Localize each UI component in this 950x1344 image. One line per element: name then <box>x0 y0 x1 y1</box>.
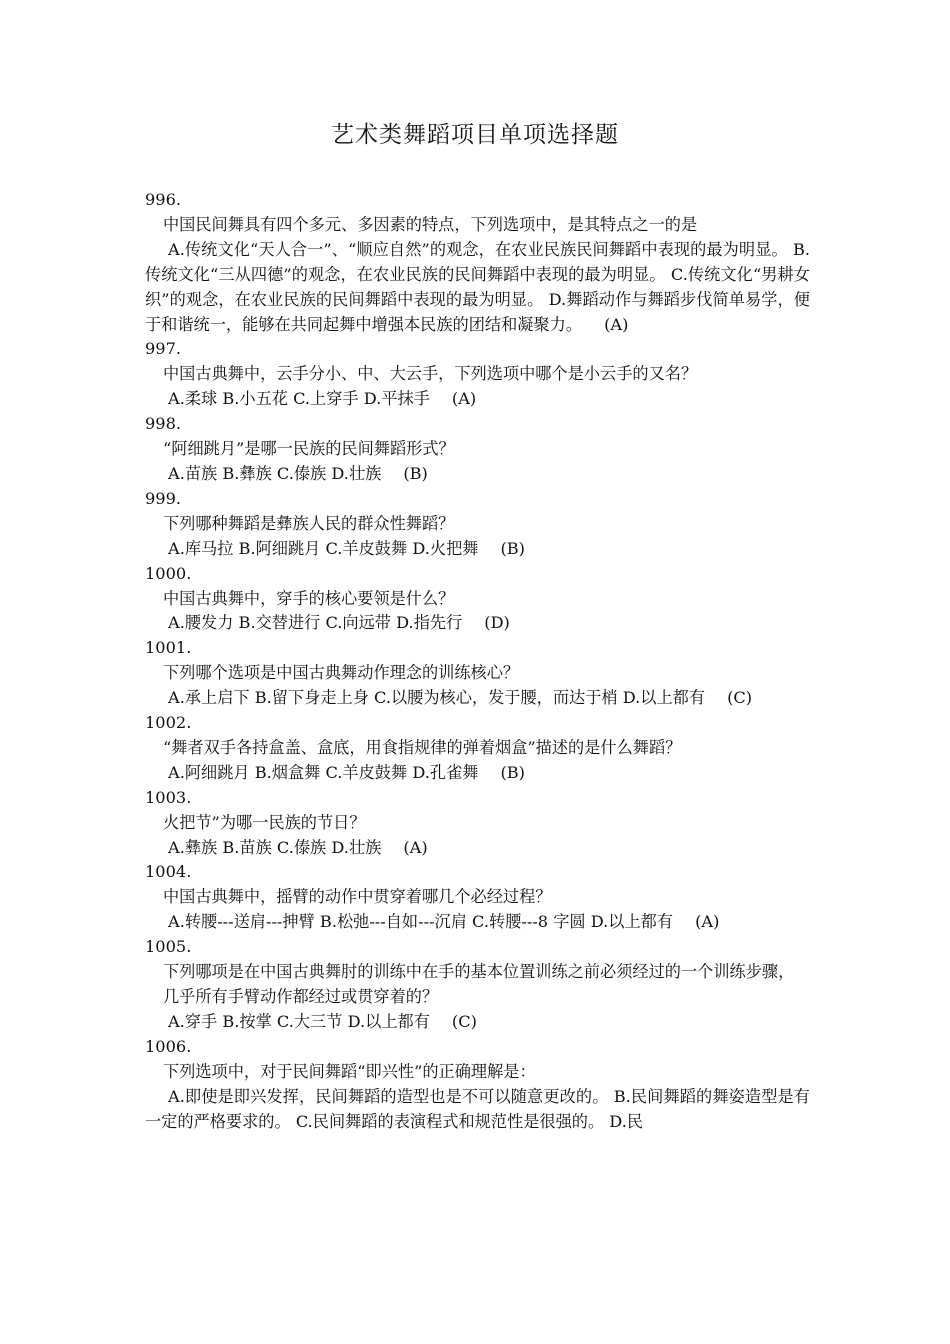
question-options <box>145 611 810 636</box>
page-title: 艺术类舞蹈项目单项选择题 <box>331 122 619 148</box>
answer-key: (C) <box>727 688 753 708</box>
options-text: A.苗族 B.彝族 C.傣族 D.壮族 <box>168 463 382 483</box>
options-text: A.承上启下 B.留下身走上身 C.以腰为核心，发于腰，而达于梢 D.以上都有 <box>168 688 706 708</box>
question-stem: 中国民间舞具有四个多元、多因素的特点，下列选项中，是其特点之一的是 <box>163 214 698 234</box>
answer-key: (A) <box>403 837 428 857</box>
options-text: A.库马拉 B.阿细跳月 C.羊皮鼓舞 D.火把舞 <box>168 538 479 558</box>
options-text: A.穿手 B.按掌 C.大三节 D.以上都有 <box>168 1011 430 1031</box>
question-stem: 下列哪项是在中国古典舞肘的训练中在手的基本位置训练之前必须经过的一个训练步骤，几乎所有手臂动作都经过或贯穿着的？ <box>163 962 795 1006</box>
question-number: 1003. <box>145 787 192 807</box>
options-text: A.传统文化“天人合一”、“顺应自然”的观念，在农业民族民间舞蹈中表现的最为明显。 B.传统文化“三从四德”的观念，在农业民族的民间舞蹈中表现的最为明显。 C.传统文化“男耕女织”的观念，在农业民族的民间舞蹈中表现的最为明显。 D.舞蹈动作与舞蹈步伐简单易学，便于和谐统一，能够在共同起舞中增强本民族的团结和凝聚力。 <box>145 239 810 334</box>
answer-key: (B) <box>403 463 428 483</box>
answer-key: (A) <box>695 912 720 932</box>
question-stem: 中国古典舞中，摇臂的动作中贯穿着哪几个必经过程？ <box>163 887 552 907</box>
answer-key <box>643 1112 665 1131</box>
question-number: 1005. <box>145 937 192 957</box>
question-stem: 下列哪个选项是中国古典舞动作理念的训练核心？ <box>163 663 520 683</box>
options-text: A.腰发力 B.交替进行 C.向远带 D.指先行 <box>168 613 463 633</box>
question-stem: 下列哪种舞蹈是彝族人民的群众性舞蹈？ <box>163 513 455 533</box>
question-stem: 下列选项中，对于民间舞蹈“即兴性”的正确理解是： <box>163 1061 536 1081</box>
question-stem: 中国古典舞中，穿手的核心要领是什么？ <box>163 588 455 608</box>
options-text: A.彝族 B.苗族 C.傣族 D.壮族 <box>168 837 382 857</box>
question-options <box>145 462 810 487</box>
question-number: 1001. <box>145 638 192 658</box>
answer-key: (A) <box>604 314 629 334</box>
question-options <box>145 1010 810 1035</box>
question-options <box>145 836 810 861</box>
question-options <box>145 910 810 935</box>
question-item <box>145 562 810 637</box>
question-number: 1006. <box>145 1036 192 1056</box>
question-item <box>145 412 810 487</box>
question-options <box>145 238 810 338</box>
question-item <box>145 487 810 562</box>
question-item <box>145 786 810 861</box>
question-number: 998. <box>145 414 182 434</box>
question-number: 1002. <box>145 713 192 733</box>
options-text: A.即使是即兴发挥，民间舞蹈的造型也是不可以随意更改的。 B.民间舞蹈的舞姿造型是有一定的严格要求的。 C.民间舞蹈的表演程式和规范性是很强的。 D.民 <box>145 1086 810 1131</box>
question-options <box>145 387 810 412</box>
answer-key: (B) <box>500 538 525 558</box>
question-number: 1004. <box>145 862 192 882</box>
options-text: A.阿细跳月 B.烟盒舞 C.羊皮鼓舞 D.孔雀舞 <box>168 762 479 782</box>
answer-key: (D) <box>484 613 510 633</box>
question-stem: 火把节”为哪一民族的节日？ <box>163 812 366 832</box>
question-item <box>145 935 810 1035</box>
question-item <box>145 860 810 935</box>
question-item <box>145 711 810 786</box>
options-text: A.转腰---送肩---抻臂 B.松弛---自如---沉肩 C.转腰---8 字圆 D.以上都有 <box>168 912 674 932</box>
question-options <box>145 686 810 711</box>
question-item <box>145 1035 810 1135</box>
question-item <box>145 188 810 337</box>
answer-key: (A) <box>451 389 477 409</box>
question-stem: “舞者双手各持盒盖、盒底，用食指规律的弹着烟盒”描述的是什么舞蹈？ <box>163 737 682 757</box>
question-options <box>145 537 810 562</box>
question-list <box>145 188 810 1134</box>
answer-key: (B) <box>500 762 525 782</box>
question-options <box>145 761 810 786</box>
answer-key: (C) <box>451 1011 477 1031</box>
question-stem: 中国古典舞中，云手分小、中、大云手，下列选项中哪个是小云手的又名？ <box>163 364 698 384</box>
question-number: 999. <box>145 488 182 508</box>
question-number: 996. <box>145 190 182 209</box>
options-text: A.柔球 B.小五花 C.上穿手 D.平抹手 <box>168 389 430 409</box>
question-item <box>145 337 810 412</box>
question-stem: “阿细跳月”是哪一民族的民间舞蹈形式？ <box>163 439 455 459</box>
question-item <box>145 636 810 711</box>
question-options <box>145 1085 810 1135</box>
question-number: 997. <box>145 339 182 359</box>
question-number: 1000. <box>145 563 192 583</box>
